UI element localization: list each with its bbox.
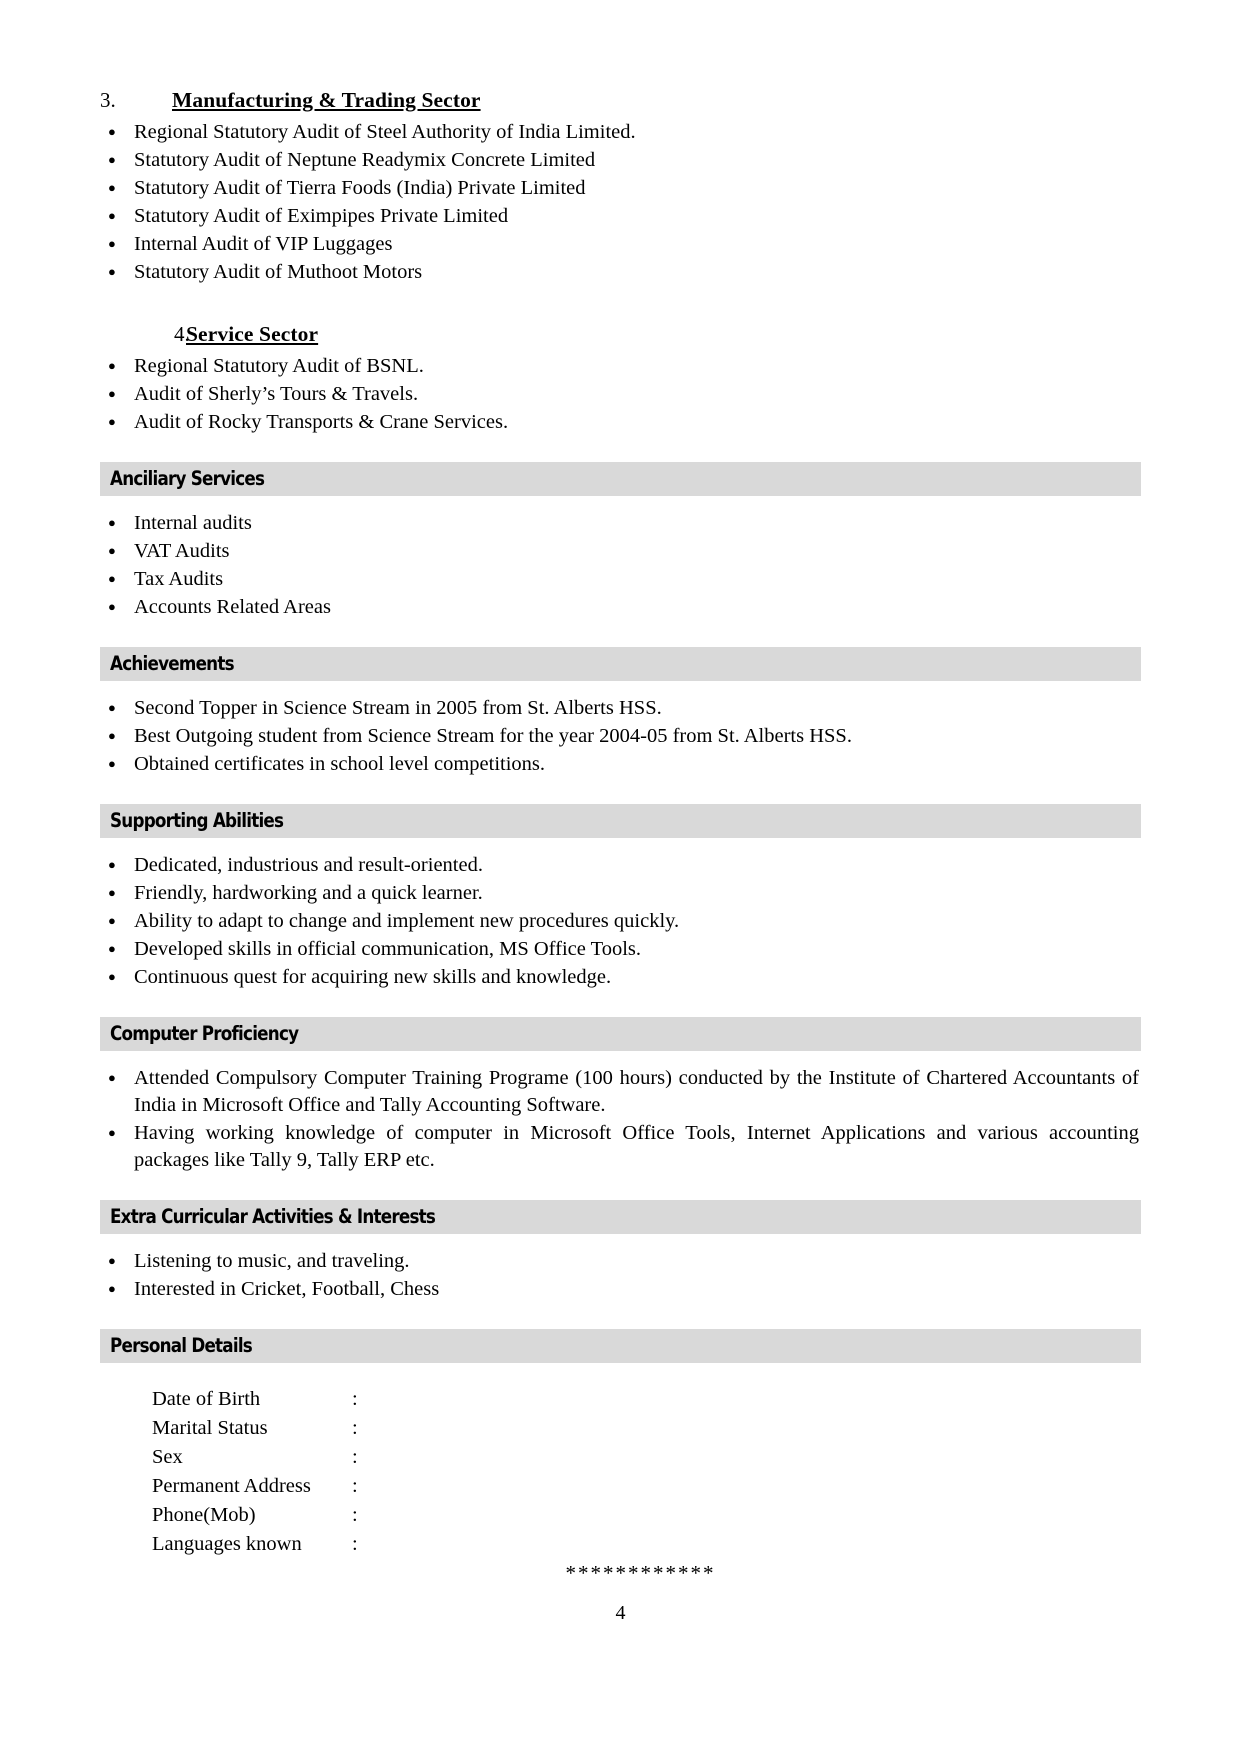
sector-number: 3. bbox=[100, 88, 116, 112]
row-colon: : bbox=[352, 1417, 358, 1439]
list-item: ● Obtained certificates in school level competitions. bbox=[100, 751, 1141, 778]
row-label: Languages known bbox=[152, 1533, 302, 1555]
sector-number: 4. bbox=[174, 322, 190, 346]
row-colon: : bbox=[352, 1388, 358, 1410]
extra-curricular-list bbox=[100, 1248, 1141, 1303]
section-title: Extra Curricular Activities & Interests bbox=[110, 1205, 436, 1228]
list-item: ● Regional Statutory Audit of Steel Authority of India Limited. bbox=[100, 119, 1141, 146]
list-item: ● Audit of Sherly’s Tours & Travels. bbox=[100, 381, 1141, 408]
table-row bbox=[152, 1501, 1141, 1530]
row-value bbox=[382, 1443, 1141, 1472]
section-header-personal-details bbox=[100, 1329, 1141, 1363]
list-item: ● Second Topper in Science Stream in 2005 from St. Alberts HSS. bbox=[100, 695, 1141, 722]
list-item: ● Developed skills in official communication, MS Office Tools. bbox=[100, 936, 1141, 963]
row-label: Sex bbox=[152, 1446, 183, 1468]
row-colon: : bbox=[352, 1446, 358, 1468]
list-item: ● Attended Compulsory Computer Training Programe (100 hours) conducted by the Institute of Chartered Accountants of India in Microsoft Office and Tally Accounting Software. bbox=[100, 1065, 1141, 1119]
list-item: ● Internal Audit of VIP Luggages bbox=[100, 231, 1141, 258]
section-title: Supporting Abilities bbox=[110, 809, 284, 832]
row-value bbox=[382, 1414, 1141, 1443]
sector-heading bbox=[100, 88, 1141, 113]
sector-title: Manufacturing & Trading Sector bbox=[172, 88, 481, 112]
row-colon: : bbox=[352, 1533, 358, 1555]
list-item: ● Statutory Audit of Tierra Foods (India) Private Limited bbox=[100, 175, 1141, 202]
list-item: ● Listening to music, and traveling. bbox=[100, 1248, 1141, 1275]
list-item: ● Best Outgoing student from Science Stream for the year 2004-05 from St. Alberts HSS. bbox=[100, 723, 1141, 750]
row-value bbox=[382, 1530, 1141, 1559]
row-label: Phone(Mob) bbox=[152, 1504, 256, 1526]
anciliary-services-list bbox=[100, 510, 1141, 621]
list-item: ● Ability to adapt to change and implement new procedures quickly. bbox=[100, 908, 1141, 935]
row-value bbox=[382, 1501, 1141, 1530]
section-header-computer-proficiency bbox=[100, 1017, 1141, 1051]
table-row bbox=[152, 1414, 1141, 1443]
list-item: ● Statutory Audit of Muthoot Motors bbox=[100, 259, 1141, 286]
table-row bbox=[152, 1385, 1141, 1414]
row-label: Marital Status bbox=[152, 1417, 268, 1439]
row-value bbox=[382, 1472, 1141, 1501]
sector-item-list bbox=[100, 119, 1141, 286]
row-label: Date of Birth bbox=[152, 1388, 261, 1410]
row-colon: : bbox=[352, 1475, 358, 1497]
list-item: ● Continuous quest for acquiring new skills and knowledge. bbox=[100, 964, 1141, 991]
sector-heading bbox=[100, 322, 1141, 347]
table-row bbox=[152, 1443, 1141, 1472]
supporting-abilities-list bbox=[100, 852, 1141, 991]
table-row bbox=[152, 1472, 1141, 1501]
list-item: ● Audit of Rocky Transports & Crane Services. bbox=[100, 409, 1141, 436]
list-item: ● Interested in Cricket, Football, Chess bbox=[100, 1276, 1141, 1303]
section-header-supporting-abilities bbox=[100, 804, 1141, 838]
list-item: ● Internal audits bbox=[100, 510, 1141, 537]
list-item: ● Having working knowledge of computer in Microsoft Office Tools, Internet Applications and various accounting packages like Tally 9, Tally ERP etc. bbox=[100, 1120, 1141, 1174]
sector-item-list bbox=[100, 353, 1141, 436]
section-title: Computer Proficiency bbox=[110, 1022, 299, 1045]
table-row bbox=[152, 1530, 1141, 1559]
list-item: ● VAT Audits bbox=[100, 538, 1141, 565]
row-value bbox=[382, 1385, 1141, 1414]
page-number: 4 bbox=[615, 1602, 626, 1624]
achievements-list bbox=[100, 695, 1141, 778]
section-title: Personal Details bbox=[110, 1334, 253, 1357]
list-item: ● Statutory Audit of Eximpipes Private Limited bbox=[100, 203, 1141, 230]
footer-separator: ************ bbox=[565, 1561, 716, 1585]
sector-block-service bbox=[100, 322, 1141, 436]
row-label: Permanent Address bbox=[152, 1475, 311, 1497]
section-header-achievements bbox=[100, 647, 1141, 681]
section-header-extra-curricular bbox=[100, 1200, 1141, 1234]
sector-title: Service Sector bbox=[186, 322, 319, 346]
list-item: ● Friendly, hardworking and a quick learner. bbox=[100, 880, 1141, 907]
computer-proficiency-list bbox=[100, 1065, 1141, 1174]
section-title: Anciliary Services bbox=[110, 467, 265, 490]
list-item: ● Tax Audits bbox=[100, 566, 1141, 593]
list-item: ● Statutory Audit of Neptune Readymix Concrete Limited bbox=[100, 147, 1141, 174]
list-item: ● Regional Statutory Audit of BSNL. bbox=[100, 353, 1141, 380]
personal-details-table bbox=[152, 1385, 1141, 1559]
sector-block-manufacturing bbox=[100, 88, 1141, 286]
section-title: Achievements bbox=[110, 652, 234, 675]
row-colon: : bbox=[352, 1504, 358, 1526]
list-item: ● Dedicated, industrious and result-oriented. bbox=[100, 852, 1141, 879]
section-header-anciliary-services bbox=[100, 462, 1141, 496]
list-item: ● Accounts Related Areas bbox=[100, 594, 1141, 621]
